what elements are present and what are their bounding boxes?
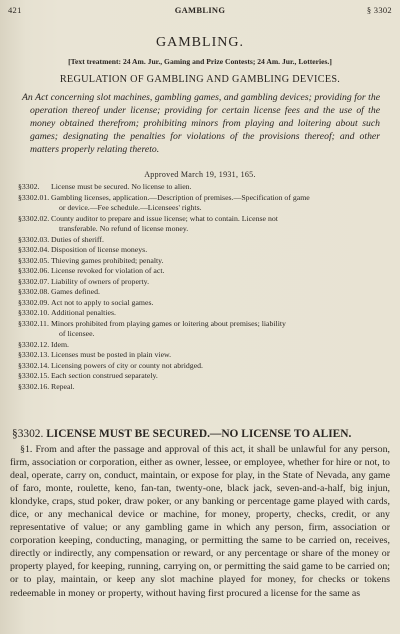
toc-entry-continuation: or device.—Fee schedule.—Licensees' rights. xyxy=(59,203,202,212)
toc-entry-title: Disposition of license moneys. xyxy=(51,245,148,254)
toc-entry-text xyxy=(51,256,382,267)
toc-entry-text xyxy=(51,277,382,288)
toc-entry-text xyxy=(51,350,382,361)
toc-entry xyxy=(18,235,382,246)
toc-entry-number: §3302.01. xyxy=(18,192,50,202)
toc-entry xyxy=(18,298,382,309)
toc-entry-text xyxy=(51,193,382,214)
toc-entry-text xyxy=(51,182,382,193)
toc-entry-text xyxy=(51,308,382,319)
section-table-of-contents xyxy=(18,182,382,392)
toc-entry-number: §3302.06. xyxy=(18,266,50,275)
toc-entry xyxy=(18,266,382,277)
toc-entry-text xyxy=(51,287,382,298)
toc-entry-title: Games defined. xyxy=(51,287,100,296)
toc-entry-text xyxy=(51,319,382,340)
text-treatment-reference: [Text treatment: 24 Am. Jur., Gaming and Prize Contests; 24 Am. Jur., Lotteries.] xyxy=(68,57,332,66)
toc-entry-number: §3302.14. xyxy=(18,360,50,370)
running-title: GAMBLING xyxy=(174,5,226,15)
toc-entry xyxy=(18,319,382,340)
toc-entry-text xyxy=(51,382,382,393)
act-preamble: An Act concerning slot machines, gambling games, and gambling devices; providing for the operation thereof under license; providing for certain license fees and the use of the money obtained therefrom; prohibiting minors from playing and loitering about such games; designating the penalties for violations of the provisions thereof; and other matters properly relating thereto. xyxy=(22,92,380,155)
toc-entry-number: §3302.04. xyxy=(18,245,50,254)
toc-entry-text xyxy=(51,235,382,246)
toc-entry-title: Act not to apply to social games. xyxy=(51,297,154,307)
toc-entry-text xyxy=(51,371,382,382)
toc-entry-number: §3302.15. xyxy=(18,371,50,380)
toc-entry-title: Licensing powers of city or county not abridged. xyxy=(51,360,204,370)
toc-entry-number: §3302.12. xyxy=(18,339,50,349)
toc-entry-title: Liability of owners of property. xyxy=(51,276,150,286)
toc-entry-title: Duties of sheriff. xyxy=(51,234,104,244)
toc-entry-title: Additional penalties. xyxy=(51,308,116,317)
toc-entry-title: Licenses must be posted in plain view. xyxy=(51,350,172,359)
toc-entry-number: §3302.05. xyxy=(18,255,50,265)
toc-entry-number: §3302.03. xyxy=(18,234,50,244)
toc-entry-text xyxy=(51,340,382,351)
toc-entry xyxy=(18,308,382,319)
toc-entry xyxy=(18,277,382,288)
running-header xyxy=(8,5,392,17)
chapter-title: GAMBLING. xyxy=(156,35,244,50)
toc-entry-text xyxy=(51,266,382,277)
toc-entry-number: §3302.08. xyxy=(18,287,50,296)
toc-entry xyxy=(18,245,382,256)
page-number: 421 xyxy=(8,5,22,15)
toc-entry xyxy=(18,193,382,214)
toc-entry xyxy=(18,256,382,267)
section-heading-number: §3302. xyxy=(12,428,44,440)
toc-entry xyxy=(18,361,382,372)
toc-entry-title: Minors prohibited from playing games or loitering about premises; liability xyxy=(51,318,286,328)
toc-entry xyxy=(18,382,382,393)
toc-entry xyxy=(18,214,382,235)
toc-entry-title: License must be secured. No license to alien. xyxy=(51,182,192,191)
toc-entry-number: §3302.13. xyxy=(18,350,50,359)
toc-entry-text xyxy=(51,214,382,235)
toc-entry-title: Each section construed separately. xyxy=(51,371,158,380)
toc-entry-number: §3302.02. xyxy=(18,213,50,223)
toc-entry-text xyxy=(51,298,382,309)
approval-date: Approved March 19, 1931, 165. xyxy=(144,170,256,179)
toc-entry xyxy=(18,287,382,298)
toc-entry-title: Thieving games prohibited; penalty. xyxy=(51,255,164,265)
chapter-subtitle: REGULATION OF GAMBLING AND GAMBLING DEVICES. xyxy=(59,74,341,85)
toc-entry-title: Repeal. xyxy=(51,381,75,391)
toc-entry-title: Idem. xyxy=(51,339,69,349)
section-heading xyxy=(12,428,390,440)
toc-entry xyxy=(18,182,382,193)
toc-entry-number: §3302.07. xyxy=(18,276,50,286)
toc-entry-continuation: transferable. No refund of license money. xyxy=(59,224,189,233)
toc-entry-number: §3302. xyxy=(18,182,40,191)
toc-entry-continuation: of licensee. xyxy=(59,329,95,338)
section-body-text: §1. From and after the passage and approval of this act, it shall be unlawful for any person, firm, association or corporation, either as owner, lessee, or employee, whether for hire or not, to deal, operate, carry on, conduct, maintain, or expose for play, in the State of Nevada, any game of faro, monte, roulette, keno, fan-tan, twenty-one, black jack, seven-and-a-half, big injun, klondyke, craps, stud poker, draw poker, or any banking or percentage game played with cards, dice, or any mechanical device or machine, for money, property, checks, credit, or any representative of value; or any gambling game in which any person, firm, association or corporation keeping, conducting, managing, or permitting the same to be carried on, receives, directly or indirectly, any compensation or reward, or any percentage or share of the money or property played, for keeping, running, carrying on, or permitting the said game to be carried on; or to play, maintain, or keep any slot machine played for money, for checks or tokens redeemable in money or property, without having first procured a license for the same as xyxy=(10,444,390,599)
section-heading-title: LICENSE MUST BE SECURED.—NO LICENSE TO ALIEN. xyxy=(46,428,352,440)
header-section-number: § 3302 xyxy=(366,5,392,15)
toc-entry xyxy=(18,340,382,351)
toc-entry-title: License revoked for violation of act. xyxy=(51,266,165,275)
toc-entry-title: County auditor to prepare and issue license; what to contain. License not xyxy=(51,213,278,223)
toc-entry xyxy=(18,350,382,361)
toc-entry-number: §3302.10. xyxy=(18,308,50,317)
toc-entry-number: §3302.16. xyxy=(18,381,50,391)
toc-entry xyxy=(18,371,382,382)
toc-entry-number: §3302.11. xyxy=(18,318,49,328)
toc-entry-title: Gambling licenses, application.—Description of premises.—Specification of game xyxy=(51,192,310,202)
toc-entry-text xyxy=(51,245,382,256)
toc-entry-text xyxy=(51,361,382,372)
toc-entry-number: §3302.09. xyxy=(18,297,50,307)
